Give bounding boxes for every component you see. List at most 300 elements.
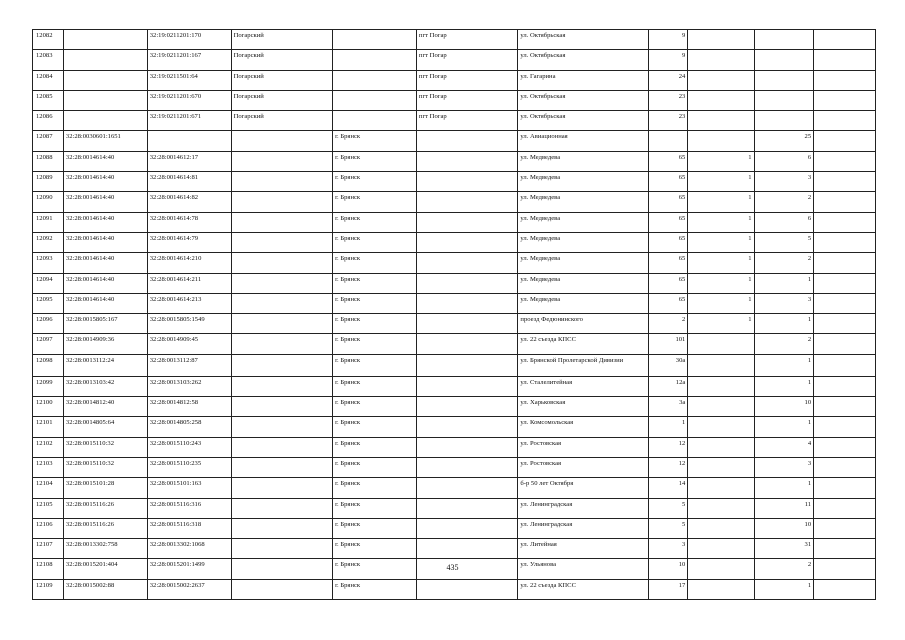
cell-house: 65	[648, 293, 688, 313]
cell-city: г. Брянск	[333, 579, 417, 599]
cell-house: 101	[648, 334, 688, 354]
cell-street: ул. Ленинградская	[518, 518, 648, 538]
table-row	[33, 131, 876, 151]
cell-district	[231, 151, 333, 171]
cell-building	[688, 90, 754, 110]
cell-house: 2	[648, 314, 688, 334]
cell-district: Погарский	[231, 111, 333, 131]
cell-city: г. Брянск	[333, 397, 417, 417]
cell-building	[688, 111, 754, 131]
cell-settlement	[416, 354, 518, 376]
cell-city	[333, 111, 417, 131]
cell-city: г. Брянск	[333, 334, 417, 354]
cell-land-cadastral-number: 32:28:0014812:40	[63, 397, 147, 417]
cell-house: 17	[648, 579, 688, 599]
cell-record-id: 12105	[33, 498, 64, 518]
cell-record-id: 12085	[33, 90, 64, 110]
cell-object-cadastral-number: 32:28:0015116:318	[147, 518, 231, 538]
cell-city: г. Брянск	[333, 457, 417, 477]
cell-settlement	[416, 334, 518, 354]
cell-flat: 10	[754, 518, 814, 538]
cell-record-id: 12089	[33, 172, 64, 192]
cell-object-cadastral-number: 32:19:0211501:64	[147, 70, 231, 90]
cell-land-cadastral-number: 32:28:0030601:1651	[63, 131, 147, 151]
cell-house: 5	[648, 518, 688, 538]
cell-flat: 25	[754, 131, 814, 151]
cell-district	[231, 457, 333, 477]
cell-land-cadastral-number: 32:28:0014614:40	[63, 151, 147, 171]
table-row	[33, 253, 876, 273]
cell-object-cadastral-number: 32:28:0015201:1499	[147, 559, 231, 579]
cell-street: ул. Ростовская	[518, 457, 648, 477]
table-row	[33, 273, 876, 293]
cell-street: б-р 50 лет Октября	[518, 478, 648, 498]
cell-object-cadastral-number: 32:28:0014614:210	[147, 253, 231, 273]
cell-record-id: 12098	[33, 354, 64, 376]
cell-flat: 3	[754, 457, 814, 477]
cell-object-cadastral-number: 32:28:0013112:87	[147, 354, 231, 376]
cell-building	[688, 579, 754, 599]
table-row	[33, 232, 876, 252]
cell-land-cadastral-number: 32:28:0015201:404	[63, 559, 147, 579]
cell-district	[231, 253, 333, 273]
cell-object-cadastral-number: 32:28:0014805:258	[147, 417, 231, 437]
cell-land-cadastral-number	[63, 90, 147, 110]
table-row	[33, 334, 876, 354]
cell-city: г. Брянск	[333, 314, 417, 334]
cell-building: 1	[688, 314, 754, 334]
cell-record-id: 12084	[33, 70, 64, 90]
cell-settlement	[416, 273, 518, 293]
table-row	[33, 50, 876, 70]
cell-settlement	[416, 579, 518, 599]
cell-land-cadastral-number: 32:28:0013112:24	[63, 354, 147, 376]
cell-house: 3а	[648, 397, 688, 417]
cell-object-cadastral-number	[147, 131, 231, 151]
cell-district	[231, 192, 333, 212]
cell-street: ул. Литейная	[518, 539, 648, 559]
cell-street: ул. Медведева	[518, 192, 648, 212]
cell-land-cadastral-number: 32:28:0013302:758	[63, 539, 147, 559]
cell-house: 23	[648, 111, 688, 131]
cell-empty	[814, 131, 876, 151]
table-row	[33, 457, 876, 477]
cell-object-cadastral-number: 32:28:0014909:45	[147, 334, 231, 354]
cell-empty	[814, 397, 876, 417]
cell-record-id: 12102	[33, 437, 64, 457]
cell-flat: 4	[754, 437, 814, 457]
cell-land-cadastral-number: 32:28:0015116:26	[63, 498, 147, 518]
cell-settlement	[416, 417, 518, 437]
cell-city: г. Брянск	[333, 539, 417, 559]
cell-flat	[754, 111, 814, 131]
cell-street: ул. Октябрьская	[518, 90, 648, 110]
cell-street: ул. Сталелитейная	[518, 376, 648, 396]
cell-district	[231, 334, 333, 354]
cell-empty	[814, 334, 876, 354]
cell-city: г. Брянск	[333, 172, 417, 192]
cell-land-cadastral-number: 32:28:0014614:40	[63, 172, 147, 192]
cell-street: ул. Октябрьская	[518, 111, 648, 131]
table-row	[33, 314, 876, 334]
cell-flat: 2	[754, 334, 814, 354]
cell-house: 65	[648, 212, 688, 232]
cell-house: 10	[648, 559, 688, 579]
cell-building	[688, 397, 754, 417]
cell-flat: 31	[754, 539, 814, 559]
cell-settlement	[416, 151, 518, 171]
cell-object-cadastral-number: 32:28:0015116:316	[147, 498, 231, 518]
cell-settlement	[416, 478, 518, 498]
cell-district	[231, 518, 333, 538]
cell-district	[231, 293, 333, 313]
cell-street: ул. Харьковская	[518, 397, 648, 417]
cell-settlement	[416, 212, 518, 232]
cell-city: г. Брянск	[333, 253, 417, 273]
cell-land-cadastral-number: 32:28:0013103:42	[63, 376, 147, 396]
cell-land-cadastral-number: 32:28:0014614:40	[63, 293, 147, 313]
cell-district	[231, 498, 333, 518]
cell-city: г. Брянск	[333, 131, 417, 151]
cell-street: ул. Ростовская	[518, 437, 648, 457]
cell-street: ул. Гагарина	[518, 70, 648, 90]
cell-city: г. Брянск	[333, 559, 417, 579]
cell-house: 9	[648, 50, 688, 70]
cell-street: ул. Медведева	[518, 212, 648, 232]
table-row	[33, 376, 876, 396]
cell-record-id: 12097	[33, 334, 64, 354]
cell-house: 65	[648, 253, 688, 273]
cell-empty	[814, 192, 876, 212]
table-row	[33, 437, 876, 457]
cell-district	[231, 172, 333, 192]
cell-street: ул. Ленинградская	[518, 498, 648, 518]
cell-record-id: 12088	[33, 151, 64, 171]
cell-street: ул. Комсомольская	[518, 417, 648, 437]
cell-settlement	[416, 539, 518, 559]
cell-flat: 1	[754, 417, 814, 437]
cell-district: Погарский	[231, 90, 333, 110]
cell-house: 65	[648, 273, 688, 293]
cell-city: г. Брянск	[333, 417, 417, 437]
cell-flat: 6	[754, 151, 814, 171]
cell-building: 1	[688, 212, 754, 232]
cell-building	[688, 539, 754, 559]
cell-flat: 1	[754, 354, 814, 376]
cell-record-id: 12104	[33, 478, 64, 498]
table-row	[33, 539, 876, 559]
cell-record-id: 12103	[33, 457, 64, 477]
cell-city: г. Брянск	[333, 354, 417, 376]
cell-settlement: пгт Погар	[416, 30, 518, 50]
cell-object-cadastral-number: 32:28:0015805:1549	[147, 314, 231, 334]
table-row	[33, 518, 876, 538]
cell-object-cadastral-number: 32:19:0211201:167	[147, 50, 231, 70]
cell-flat	[754, 50, 814, 70]
cell-land-cadastral-number: 32:28:0015805:167	[63, 314, 147, 334]
cell-building	[688, 417, 754, 437]
table-row	[33, 30, 876, 50]
cell-house: 65	[648, 192, 688, 212]
cell-land-cadastral-number	[63, 50, 147, 70]
cell-district	[231, 212, 333, 232]
cell-building: 1	[688, 253, 754, 273]
cell-house: 30а	[648, 354, 688, 376]
cell-record-id: 12093	[33, 253, 64, 273]
cell-record-id: 12101	[33, 417, 64, 437]
cell-building	[688, 498, 754, 518]
cell-building	[688, 518, 754, 538]
cell-record-id: 12107	[33, 539, 64, 559]
page-number: 435	[446, 563, 459, 572]
cell-object-cadastral-number: 32:28:0014614:211	[147, 273, 231, 293]
cell-flat	[754, 30, 814, 50]
cell-record-id: 12087	[33, 131, 64, 151]
cell-empty	[814, 437, 876, 457]
cell-settlement	[416, 457, 518, 477]
cell-city: г. Брянск	[333, 376, 417, 396]
cell-district: Погарский	[231, 70, 333, 90]
registry-table	[32, 29, 876, 600]
cell-building	[688, 30, 754, 50]
cell-flat: 5	[754, 232, 814, 252]
cell-land-cadastral-number	[63, 70, 147, 90]
cell-city: г. Брянск	[333, 212, 417, 232]
cell-city: г. Брянск	[333, 437, 417, 457]
cell-building	[688, 334, 754, 354]
table-row	[33, 90, 876, 110]
cell-object-cadastral-number: 32:28:0015110:235	[147, 457, 231, 477]
cell-house: 65	[648, 151, 688, 171]
cell-house: 12а	[648, 376, 688, 396]
cell-street: ул. 22 съезда КПСС	[518, 579, 648, 599]
cell-building	[688, 478, 754, 498]
cell-object-cadastral-number: 32:19:0211201:671	[147, 111, 231, 131]
cell-object-cadastral-number: 32:28:0013103:262	[147, 376, 231, 396]
cell-object-cadastral-number: 32:28:0014614:78	[147, 212, 231, 232]
cell-city: г. Брянск	[333, 518, 417, 538]
cell-flat: 2	[754, 253, 814, 273]
cell-record-id: 12082	[33, 30, 64, 50]
cell-empty	[814, 376, 876, 396]
cell-street: ул. Авиационная	[518, 131, 648, 151]
cell-building	[688, 131, 754, 151]
cell-city: г. Брянск	[333, 232, 417, 252]
cell-district	[231, 417, 333, 437]
cell-land-cadastral-number	[63, 30, 147, 50]
cell-record-id: 12086	[33, 111, 64, 131]
cell-district	[231, 579, 333, 599]
cell-settlement	[416, 293, 518, 313]
cell-empty	[814, 498, 876, 518]
cell-city: г. Брянск	[333, 478, 417, 498]
cell-empty	[814, 232, 876, 252]
cell-district	[231, 354, 333, 376]
cell-object-cadastral-number: 32:28:0014812:58	[147, 397, 231, 417]
cell-settlement	[416, 172, 518, 192]
cell-object-cadastral-number: 32:28:0014614:79	[147, 232, 231, 252]
cell-flat	[754, 70, 814, 90]
cell-building	[688, 354, 754, 376]
cell-flat: 1	[754, 314, 814, 334]
table-row	[33, 212, 876, 232]
table-row	[33, 417, 876, 437]
cell-object-cadastral-number: 32:28:0014612:17	[147, 151, 231, 171]
cell-house: 5	[648, 498, 688, 518]
cell-record-id: 12091	[33, 212, 64, 232]
cell-house: 1	[648, 417, 688, 437]
cell-building	[688, 457, 754, 477]
cell-building: 1	[688, 151, 754, 171]
cell-city	[333, 70, 417, 90]
table-row	[33, 172, 876, 192]
cell-record-id: 12109	[33, 579, 64, 599]
cell-empty	[814, 539, 876, 559]
cell-settlement	[416, 397, 518, 417]
cell-settlement	[416, 376, 518, 396]
cell-house	[648, 131, 688, 151]
cell-object-cadastral-number: 32:28:0015110:243	[147, 437, 231, 457]
cell-record-id: 12092	[33, 232, 64, 252]
table-row	[33, 192, 876, 212]
cell-empty	[814, 457, 876, 477]
cell-record-id: 12094	[33, 273, 64, 293]
cell-flat	[754, 90, 814, 110]
cell-settlement	[416, 314, 518, 334]
cell-record-id: 12106	[33, 518, 64, 538]
cell-city: г. Брянск	[333, 192, 417, 212]
cell-settlement	[416, 232, 518, 252]
cell-settlement	[416, 437, 518, 457]
cell-empty	[814, 50, 876, 70]
cell-empty	[814, 172, 876, 192]
table-row	[33, 293, 876, 313]
cell-street: ул. Медведева	[518, 273, 648, 293]
table-row	[33, 397, 876, 417]
cell-record-id: 12090	[33, 192, 64, 212]
cell-house: 12	[648, 437, 688, 457]
cell-street: ул. Медведева	[518, 232, 648, 252]
cell-empty	[814, 478, 876, 498]
cell-building: 1	[688, 273, 754, 293]
cell-object-cadastral-number: 32:28:0013302:1068	[147, 539, 231, 559]
cell-district	[231, 376, 333, 396]
cell-house: 65	[648, 232, 688, 252]
cell-settlement	[416, 498, 518, 518]
cell-land-cadastral-number	[63, 111, 147, 131]
cell-flat: 10	[754, 397, 814, 417]
cell-empty	[814, 111, 876, 131]
cell-flat: 1	[754, 273, 814, 293]
cell-city: г. Брянск	[333, 498, 417, 518]
cell-district: Погарский	[231, 30, 333, 50]
cell-building: 1	[688, 192, 754, 212]
cell-settlement	[416, 253, 518, 273]
cell-district	[231, 397, 333, 417]
cell-district	[231, 437, 333, 457]
cell-city	[333, 30, 417, 50]
cell-street: ул. Медведева	[518, 253, 648, 273]
cell-house: 14	[648, 478, 688, 498]
cell-settlement	[416, 131, 518, 151]
cell-city	[333, 50, 417, 70]
cell-city: г. Брянск	[333, 151, 417, 171]
table-row	[33, 478, 876, 498]
table-row	[33, 354, 876, 376]
cell-settlement: пгт Погар	[416, 50, 518, 70]
cell-house: 23	[648, 90, 688, 110]
cell-building	[688, 437, 754, 457]
cell-flat: 1	[754, 376, 814, 396]
cell-record-id: 12100	[33, 397, 64, 417]
cell-empty	[814, 273, 876, 293]
cell-district	[231, 273, 333, 293]
cell-empty	[814, 293, 876, 313]
cell-land-cadastral-number: 32:28:0014614:40	[63, 253, 147, 273]
cell-district	[231, 232, 333, 252]
cell-flat: 3	[754, 293, 814, 313]
cell-street: проезд Федюнинского	[518, 314, 648, 334]
cell-land-cadastral-number: 32:28:0014909:36	[63, 334, 147, 354]
cell-object-cadastral-number: 32:28:0014614:81	[147, 172, 231, 192]
cell-empty	[814, 151, 876, 171]
cell-object-cadastral-number: 32:28:0015101:163	[147, 478, 231, 498]
cell-settlement: пгт Погар	[416, 90, 518, 110]
cell-empty	[814, 518, 876, 538]
cell-empty	[814, 579, 876, 599]
cell-land-cadastral-number: 32:28:0014614:40	[63, 192, 147, 212]
cell-empty	[814, 253, 876, 273]
cell-house: 3	[648, 539, 688, 559]
cell-street: ул. Октябрьская	[518, 30, 648, 50]
cell-building	[688, 70, 754, 90]
cell-settlement: пгт Погар	[416, 111, 518, 131]
cell-building	[688, 50, 754, 70]
cell-settlement: пгт Погар	[416, 70, 518, 90]
cell-building: 1	[688, 172, 754, 192]
cell-object-cadastral-number: 32:19:0211201:170	[147, 30, 231, 50]
cell-record-id: 12083	[33, 50, 64, 70]
cell-flat: 11	[754, 498, 814, 518]
cell-street: ул. Ульянова	[518, 559, 648, 579]
cell-empty	[814, 90, 876, 110]
cell-record-id: 12108	[33, 559, 64, 579]
cell-house: 65	[648, 172, 688, 192]
cell-land-cadastral-number: 32:28:0014614:40	[63, 212, 147, 232]
cell-flat: 1	[754, 579, 814, 599]
cell-street: ул. Медведева	[518, 151, 648, 171]
cell-empty	[814, 417, 876, 437]
cell-empty	[814, 354, 876, 376]
cell-settlement	[416, 192, 518, 212]
cell-district	[231, 539, 333, 559]
cell-record-id: 12099	[33, 376, 64, 396]
cell-land-cadastral-number: 32:28:0014805:64	[63, 417, 147, 437]
cell-district	[231, 314, 333, 334]
cell-district	[231, 478, 333, 498]
cell-flat: 6	[754, 212, 814, 232]
cell-object-cadastral-number: 32:28:0014614:82	[147, 192, 231, 212]
cell-building: 1	[688, 232, 754, 252]
cell-object-cadastral-number: 32:19:0211201:670	[147, 90, 231, 110]
cell-record-id: 12096	[33, 314, 64, 334]
cell-street: ул. Брянской Пролетарской Дивизии	[518, 354, 648, 376]
cell-object-cadastral-number: 32:28:0014614:213	[147, 293, 231, 313]
cell-empty	[814, 212, 876, 232]
cell-land-cadastral-number: 32:28:0015116:26	[63, 518, 147, 538]
table-row	[33, 579, 876, 599]
cell-building	[688, 376, 754, 396]
